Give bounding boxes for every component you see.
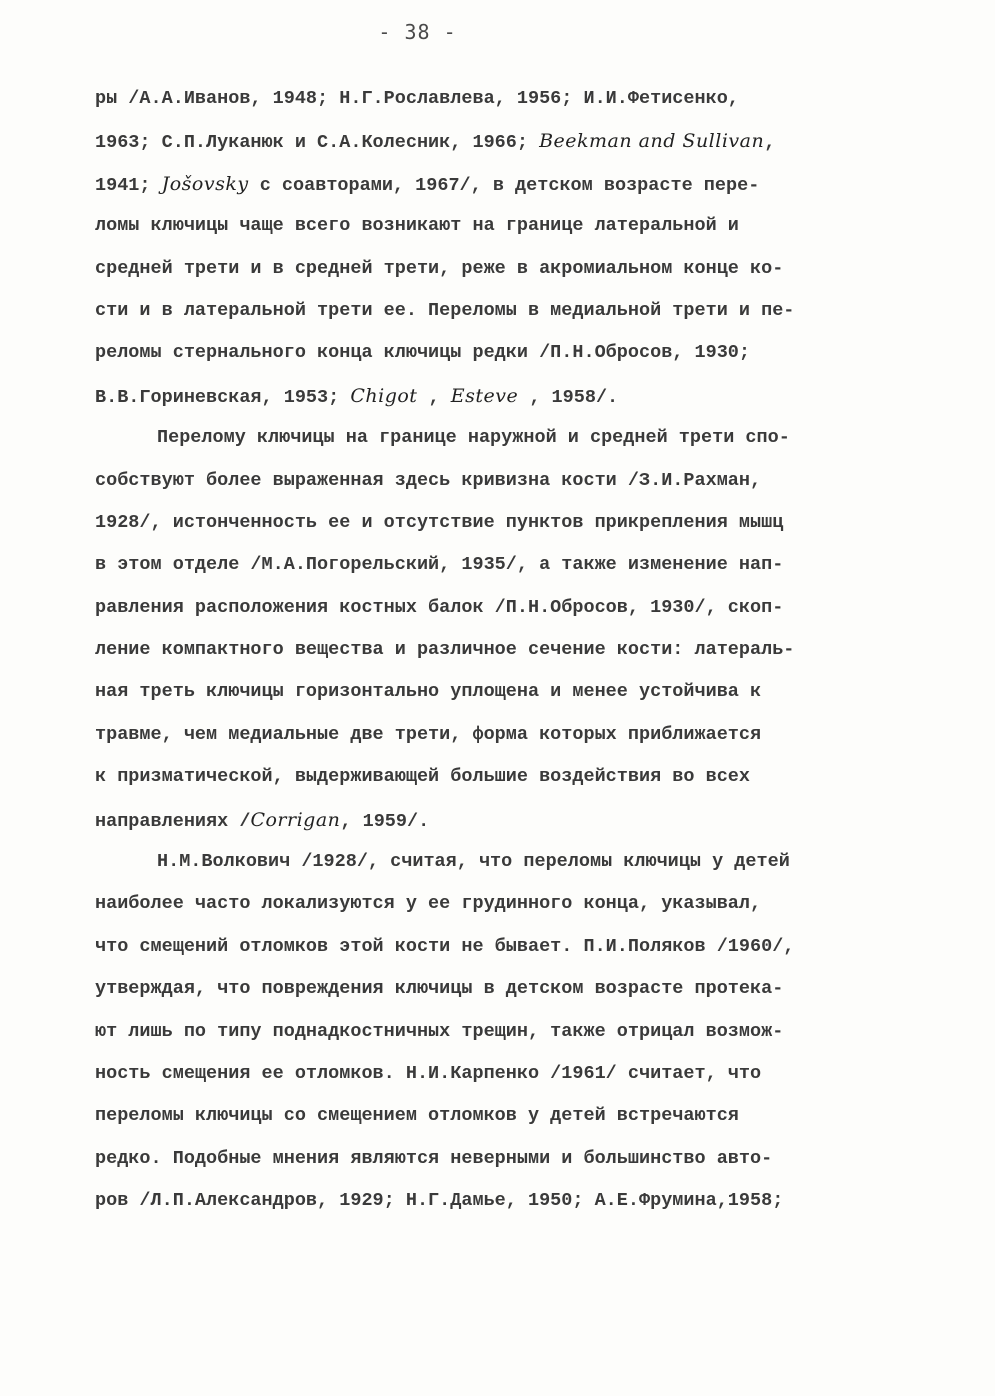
text-line [95,671,905,713]
handwritten-citation: Corrigan [250,808,341,831]
typed-text: ломы ключицы чаще всего возникают на границе латеральной и [95,215,739,237]
text-line [95,926,905,968]
typed-text: 1941; [95,174,162,196]
typed-text: с соавторами, 1967/, в детском возрасте пере- [248,174,760,196]
text-line [95,1138,905,1180]
text-line [95,375,905,417]
text-line [95,417,905,459]
text-line [95,799,905,841]
typed-text: травме, чем медиальные две трети, форма которых приближается [95,723,762,745]
handwritten-citation: Chigot [350,384,418,407]
text-line [95,968,905,1010]
typed-text: ют лишь по типу поднадкостничных трещин, также отрицал возмож- [95,1020,784,1042]
typed-text: В.В.Гориневская, 1953; [95,386,351,408]
typed-text: ров /Л.П.Александров, 1929; Н.Г.Дамье, 1950; А.Е.Фрумина,1958; [95,1190,784,1212]
typed-text: , 1958/. [518,386,619,408]
typed-text: ная треть ключицы горизонтально уплощена и менее устойчива к [95,681,762,703]
typed-text: ление компактного вещества и различное сечение кости: латераль- [95,639,795,661]
text-line [95,587,905,629]
typed-text: Н.М.Волкович /1928/, считая, что переломы ключицы у детей [157,851,790,873]
text-line [95,883,905,925]
typed-text: к призматической, выдерживающей большие воздействия во всех [95,766,751,788]
body-text [95,78,905,1223]
typed-text: редко. Подобные мнения являются неверными и большинство авто- [95,1147,773,1169]
typed-text: , [764,132,776,154]
text-line [95,1095,905,1137]
typed-text: Перелому ключицы на границе наружной и средней трети спо- [157,427,790,449]
text-line [95,841,905,883]
typed-text: ность смещения ее отломков. Н.И.Карпенко /1961/ считает, что [95,1062,762,1084]
handwritten-citation: Beekman and Sullivan [539,130,765,153]
text-line [95,460,905,502]
typed-text: переломы ключицы со смещением отломков у детей встречаются [95,1105,739,1127]
typed-text: , [417,386,451,408]
text-line [95,163,905,205]
text-line [95,502,905,544]
typed-text: 1928/, истонченность ее и отсутствие пунктов прикрепления мышц [95,511,784,533]
typed-text: средней трети и в средней трети, реже в акромиальном конце ко- [95,257,784,279]
text-line [95,205,905,247]
typed-text: направлениях / [95,810,251,832]
typed-text: ры /А.А.Иванов, 1948; Н.Г.Рославлева, 1956; И.И.Фетисенко, [95,88,739,109]
page-number: - 38 - [378,20,457,44]
text-line [95,714,905,756]
typed-text: 1963; С.П.Луканюк и С.А.Колесник, 1966; [95,132,540,154]
text-line [95,1180,905,1222]
text-line [95,1011,905,1053]
text-line [95,332,905,374]
typed-text: в этом отделе /М.А.Погорельский, 1935/, а также изменение нап- [95,554,784,576]
typed-text: что смещений отломков этой кости не бывает. П.И.Поляков /1960/, [95,935,795,957]
text-line [95,78,905,120]
typed-text: сти и в латеральной трети ее. Переломы в медиальной трети и пе- [95,299,795,321]
typed-text: , 1959/. [340,810,430,832]
handwritten-citation: Jošovsky [161,172,249,195]
text-line [95,629,905,671]
typed-text: собствуют более выраженная здесь кривизна кости /З.И.Рахман, [95,469,762,491]
text-line [95,544,905,586]
typed-text: наиболее часто локализуются у ее грудинного конца, указывал, [95,893,762,915]
text-line [95,756,905,798]
typed-text: утверждая, что повреждения ключицы в детском возрасте протека- [95,978,784,1000]
text-line [95,120,905,162]
typed-text: реломы стернального конца ключицы редки /П.Н.Обросов, 1930; [95,342,751,364]
handwritten-citation: Esteve [450,384,519,407]
text-line [95,248,905,290]
text-line [95,1053,905,1095]
text-line [95,290,905,332]
typed-text: равления расположения костных балок /П.Н.Обросов, 1930/, скоп- [95,596,784,618]
